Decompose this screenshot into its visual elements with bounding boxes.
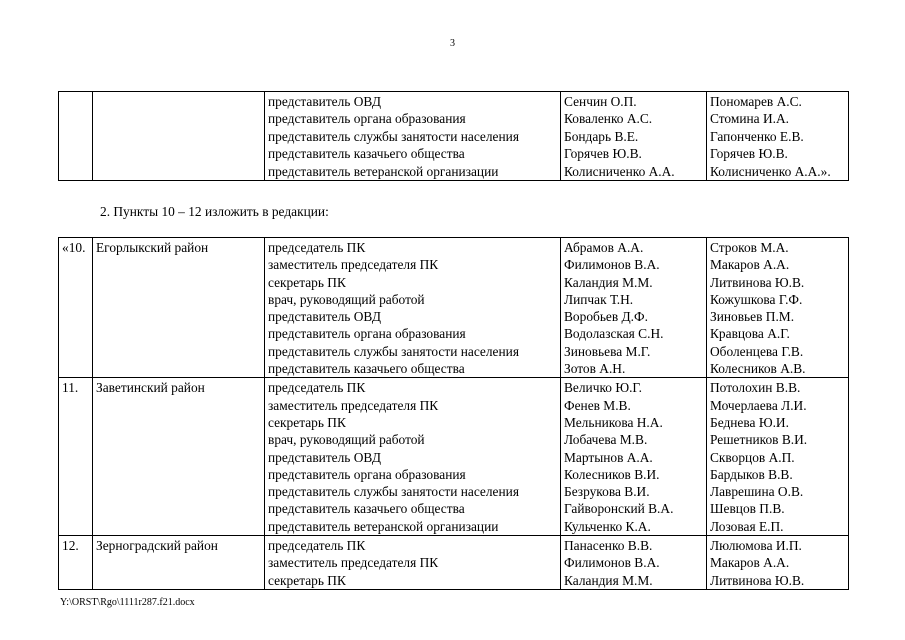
role-line: секретарь ПК xyxy=(268,572,346,588)
role-line: представитель службы занятости населения xyxy=(268,343,519,359)
member-name: Водолазская С.Н. xyxy=(564,326,664,342)
role-cell xyxy=(265,378,561,536)
member-cell xyxy=(561,536,707,590)
district-cell: Егорлыкский район xyxy=(93,238,265,378)
member-name: Колисниченко А.А. xyxy=(564,163,675,179)
member-name: Филимонов В.А. xyxy=(564,257,660,273)
member-name: Липчак Т.Н. xyxy=(564,291,634,307)
role-line: представитель казачьего общества xyxy=(268,146,465,162)
member-name: Абрамов А.А. xyxy=(564,240,644,255)
role-line: секретарь ПК xyxy=(268,274,346,290)
table-row xyxy=(59,238,849,378)
reserve-name: Стомина И.А. xyxy=(710,111,790,127)
member-name: Мартынов А.А. xyxy=(564,449,653,465)
page-number: 3 xyxy=(450,38,455,49)
role-cell xyxy=(265,92,561,181)
reserve-name: Макаров А.А. xyxy=(710,257,790,273)
reserve-name: Мочерлаева Л.И. xyxy=(710,397,807,413)
member-name: Величко Ю.Г. xyxy=(564,380,643,396)
row-number-cell: 12. xyxy=(59,536,93,590)
member-name: Филимонов В.А. xyxy=(564,555,660,571)
member-name: Воробьев Д.Ф. xyxy=(564,309,648,325)
member-name: Зотов А.Н. xyxy=(564,361,626,377)
reserve-name: Потолохин В.В. xyxy=(710,380,801,396)
role-line: представитель ветеранской организации xyxy=(268,518,499,534)
role-line: врач, руководящий работой xyxy=(268,291,425,307)
member-cell xyxy=(561,378,707,536)
role-line: председатель ПК xyxy=(268,538,366,554)
reserve-name: Колесников А.В. xyxy=(710,361,806,377)
reserve-name: Горячев Ю.В. xyxy=(710,146,788,162)
member-name: Фенев М.В. xyxy=(564,397,631,413)
role-cell xyxy=(265,536,561,590)
amendment-paragraph: 2. Пункты 10 – 12 изложить в редакции: xyxy=(100,204,329,219)
row-number-cell xyxy=(59,92,93,181)
member-name: Колесников В.И. xyxy=(564,466,660,482)
reserve-name: Решетников В.И. xyxy=(710,432,808,448)
role-line: представитель ОВД xyxy=(268,309,381,325)
member-name: Зиновьева М.Г. xyxy=(564,343,651,359)
member-name: Каландия М.М. xyxy=(564,572,653,588)
member-name: Горячев Ю.В. xyxy=(564,146,642,162)
role-line: врач, руководящий работой xyxy=(268,432,425,448)
district-cell: Заветинский район xyxy=(93,378,265,536)
reserve-name: Макаров А.А. xyxy=(710,555,790,571)
role-line: представитель казачьего общества xyxy=(268,361,465,377)
role-line: представитель казачьего общества xyxy=(268,501,465,517)
member-name: Кульченко К.А. xyxy=(564,518,651,534)
member-name: Каландия М.М. xyxy=(564,274,653,290)
reserve-name: Оболенцева Г.В. xyxy=(710,343,804,359)
table-row xyxy=(59,536,849,590)
role-line: председатель ПК xyxy=(268,380,366,396)
member-name: Лобачева М.В. xyxy=(564,432,648,448)
role-line: представитель службы занятости населения xyxy=(268,128,519,144)
reserve-name: Зиновьев П.М. xyxy=(710,309,795,325)
reserve-cell xyxy=(707,536,849,590)
role-line: председатель ПК xyxy=(268,240,366,255)
role-line: представитель ветеранской организации xyxy=(268,163,499,179)
role-line: представитель ОВД xyxy=(268,94,381,109)
member-name: Мельникова Н.А. xyxy=(564,414,663,430)
member-cell xyxy=(561,92,707,181)
reserve-name: Пономарев А.С. xyxy=(710,94,802,109)
member-name: Панасенко В.В. xyxy=(564,538,653,554)
reserve-name: Шевцов П.В. xyxy=(710,501,785,517)
role-line: представитель органа образования xyxy=(268,466,466,482)
role-line: заместитель председателя ПК xyxy=(268,257,439,273)
reserve-name: Бардыков В.В. xyxy=(710,466,793,482)
table-row xyxy=(59,378,849,536)
role-line: заместитель председателя ПК xyxy=(268,397,439,413)
reserve-name: Лозовая Е.П. xyxy=(710,518,784,534)
reserve-cell xyxy=(707,92,849,181)
role-cell xyxy=(265,238,561,378)
member-name: Безрукова В.И. xyxy=(564,484,650,500)
district-cell: Зерноградский район xyxy=(93,536,265,590)
role-line: представитель службы занятости населения xyxy=(268,484,519,500)
reserve-name: Лаврешина О.В. xyxy=(710,484,804,500)
member-name: Бондарь В.Е. xyxy=(564,128,639,144)
member-name: Сенчин О.П. xyxy=(564,94,637,109)
reserve-name: Кожушкова Г.Ф. xyxy=(710,291,803,307)
reserve-name: Люлюмова И.П. xyxy=(710,538,802,554)
reserve-cell xyxy=(707,238,849,378)
reserve-name: Литвинова Ю.В. xyxy=(710,274,805,290)
role-line: представитель ОВД xyxy=(268,449,381,465)
role-line: представитель органа образования xyxy=(268,111,466,127)
reserve-name: Скворцов А.П. xyxy=(710,449,795,465)
district-cell xyxy=(93,92,265,181)
file-path-footer: Y:\ORST\Rgo\1111r287.f21.docx xyxy=(60,597,195,608)
reserve-name: Кравцова А.Г. xyxy=(710,326,790,342)
reserve-name: Литвинова Ю.В. xyxy=(710,572,805,588)
committee-table-continuation xyxy=(58,91,849,181)
table-row xyxy=(59,92,849,181)
role-line: секретарь ПК xyxy=(268,414,346,430)
reserve-cell xyxy=(707,378,849,536)
reserve-name: Гапонченко Е.В. xyxy=(710,128,804,144)
member-name: Гайворонский В.А. xyxy=(564,501,674,517)
row-number-cell: 11. xyxy=(59,378,93,536)
row-number-cell: «10. xyxy=(59,238,93,378)
member-name: Коваленко А.С. xyxy=(564,111,653,127)
role-line: заместитель председателя ПК xyxy=(268,555,439,571)
reserve-name: Колисниченко А.А.». xyxy=(710,163,831,179)
reserve-name: Беднева Ю.И. xyxy=(710,414,789,430)
committee-table-amended xyxy=(58,237,849,590)
reserve-name: Строков М.А. xyxy=(710,240,789,255)
member-cell xyxy=(561,238,707,378)
role-line: представитель органа образования xyxy=(268,326,466,342)
